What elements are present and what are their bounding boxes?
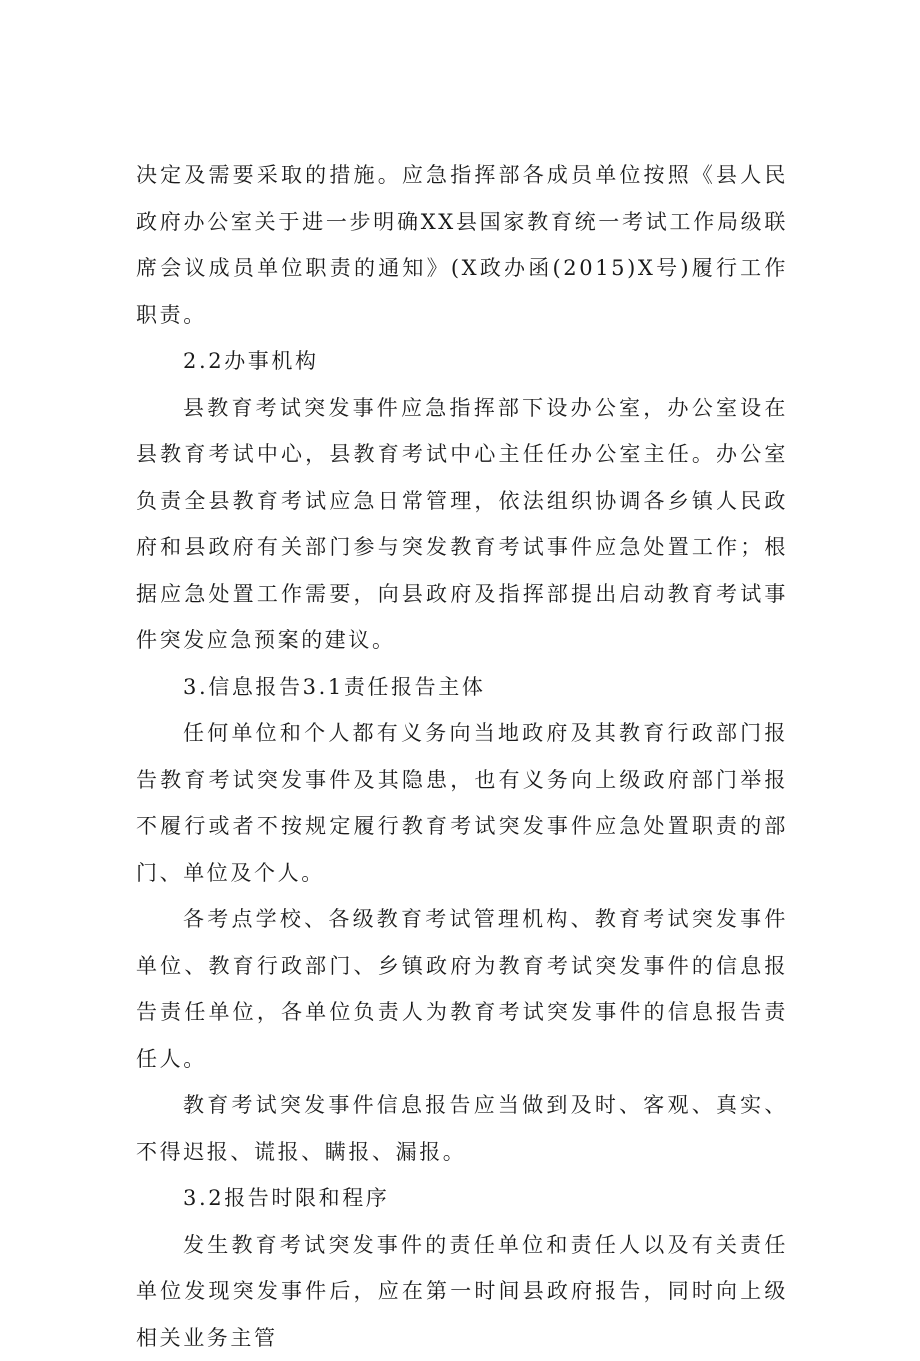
section-heading-2-2: 2.2办事机构 — [136, 338, 788, 385]
section-heading-3-1: 3.信息报告3.1责任报告主体 — [136, 664, 788, 711]
paragraph-reporting-obligation: 任何单位和个人都有义务向当地政府及其教育行政部门报告教育考试突发事件及其隐患，也有义务向上级政府部门举报不履行或者不按规定履行教育考试突发事件应急处置职责的部门、单位及个人。 — [136, 710, 788, 896]
paragraph-responsible-units: 各考点学校、各级教育考试管理机构、教育考试突发事件单位、教育行政部门、乡镇政府为教育考试突发事件的信息报告责任单位，各单位负责人为教育考试突发事件的信息报告责任人。 — [136, 896, 788, 1082]
paragraph-duties-continued: 决定及需要采取的措施。应急指挥部各成员单位按照《县人民政府办公室关于进一步明确XX县国家教育统一考试工作局级联席会议成员单位职责的通知》(X政办函(2015)X号)履行工作职责。 — [136, 152, 788, 338]
paragraph-office: 县教育考试突发事件应急指挥部下设办公室，办公室设在县教育考试中心，县教育考试中心主任任办公室主任。办公室负责全县教育考试应急日常管理，依法组织协调各乡镇人民政府和县政府有关部门参与突发教育考试事件应急处置工作；根据应急处置工作需要，向县政府及指挥部提出启动教育考试事件突发应急预案的建议。 — [136, 385, 788, 664]
paragraph-reporting-procedure: 发生教育考试突发事件的责任单位和责任人以及有关责任单位发现突发事件后，应在第一时间县政府报告，同时向上级相关业务主管 — [136, 1222, 788, 1361]
section-heading-3-2: 3.2报告时限和程序 — [136, 1175, 788, 1222]
document-body — [136, 152, 788, 1361]
paragraph-reporting-requirements: 教育考试突发事件信息报告应当做到及时、客观、真实、不得迟报、谎报、瞒报、漏报。 — [136, 1082, 788, 1175]
